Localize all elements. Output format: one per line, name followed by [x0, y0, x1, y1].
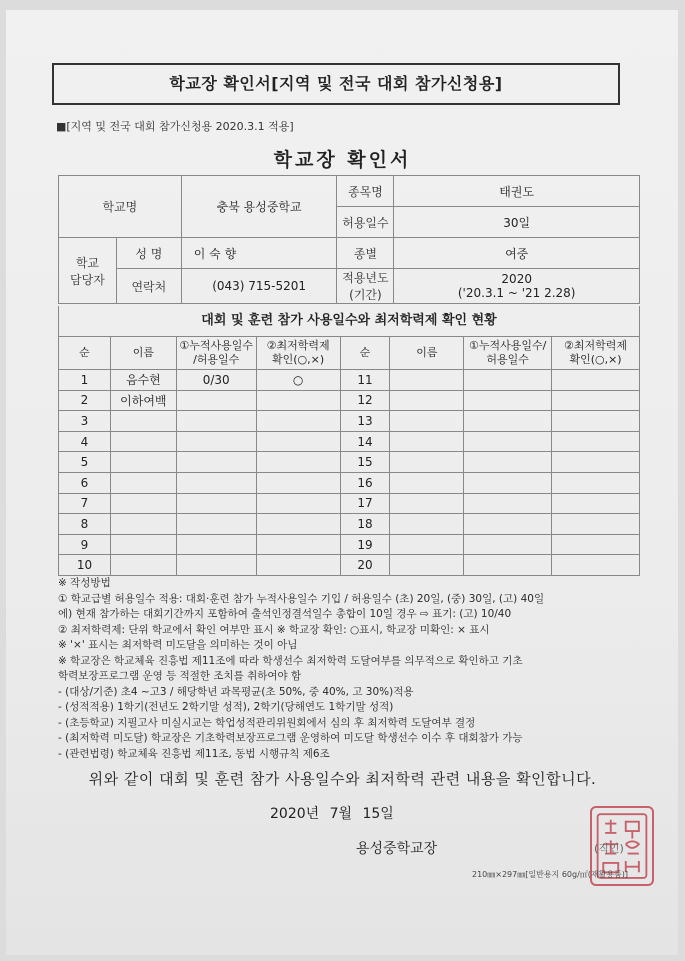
row-days-right: [464, 555, 552, 576]
manager-label-line2: 담당자: [70, 272, 105, 287]
row-check-right: [552, 555, 640, 576]
table-row: [59, 493, 640, 514]
table-row: [59, 431, 640, 452]
row-days-right: [464, 431, 552, 452]
row-name: [110, 534, 176, 555]
row-check: [256, 534, 340, 555]
row-name: [110, 431, 176, 452]
sport-value: 태권도: [394, 176, 640, 207]
document-header-title: 학교장 확인서[지역 및 전국 대회 참가신청용]: [52, 63, 620, 105]
col-days: [176, 337, 256, 370]
row-no-right: 18: [340, 514, 390, 535]
row-no: 5: [59, 452, 111, 473]
row-no: 3: [59, 411, 111, 432]
school-value: 충북 용성중학교: [181, 176, 337, 238]
seal-mark: (직인): [594, 842, 624, 855]
row-no: 9: [59, 534, 111, 555]
row-check: [256, 431, 340, 452]
issue-date: 2020년 7월 15일: [270, 806, 394, 822]
row-days: [176, 472, 256, 493]
allowed-days-value: 30일: [394, 207, 640, 238]
table-row: [59, 411, 640, 432]
period-value: ('20.3.1 ~ '21 2.28): [457, 286, 576, 300]
row-name-right: [390, 390, 464, 411]
row-name-right: [390, 534, 464, 555]
row-name-right: [390, 431, 464, 452]
note-line: - (대상/기준) 초4 ~고3 / 해당학년 과목평균(초 50%, 중 40%, 고 30%)적용: [58, 685, 414, 698]
note-line: ※ '×' 표시는 최저학력 미도달을 의미하는 것이 아님: [58, 639, 298, 651]
table-row: [59, 370, 640, 391]
col-check: [256, 337, 340, 370]
row-no-right: 11: [340, 370, 390, 391]
row-no-right: 16: [340, 472, 390, 493]
row-days: [176, 431, 256, 452]
col-check-right-line2: 확인(○,×): [569, 353, 622, 366]
table-row: [59, 514, 640, 535]
col-days-right-line2: 허용일수: [486, 353, 529, 366]
row-check: ○: [256, 370, 340, 391]
instructions: [58, 576, 648, 762]
row-name: [110, 555, 176, 576]
manager-label: [59, 238, 117, 304]
form-standard-note: ■[지역 및 전국 대회 참가신청용 2020.3.1 적용]: [56, 120, 294, 133]
year-value: 2020: [501, 272, 532, 286]
sport-label: 종목명: [337, 176, 394, 207]
row-check-right: [552, 534, 640, 555]
year-label-line2: (기간): [349, 288, 382, 302]
col-name: 이름: [110, 337, 176, 370]
row-no-right: 15: [340, 452, 390, 473]
row-check-right: [552, 514, 640, 535]
row-name-right: [390, 370, 464, 391]
col-name-right: 이름: [390, 337, 464, 370]
row-days-right: [464, 411, 552, 432]
row-check-right: [552, 452, 640, 473]
note-line: ※ 학교장은 학교체육 진흥법 제11조에 따라 학생선수 최저학력 도달여부를 의무적으로 확인하고 기초: [58, 654, 523, 667]
row-days-right: [464, 493, 552, 514]
row-check: [256, 493, 340, 514]
note-line: - (관련법령) 학교체육 진흥법 제11조, 동법 시행규칙 제6조: [58, 747, 330, 760]
row-no-right: 13: [340, 411, 390, 432]
table-row: [59, 534, 640, 555]
row-days-right: [464, 390, 552, 411]
row-no: 1: [59, 370, 111, 391]
note-line: - (초등학교) 지필고사 미실시교는 학업성적관리위원회에서 심의 후 최저학력 도달여부 결정: [58, 716, 476, 729]
name-label: 성 명: [116, 238, 181, 269]
row-check: [256, 390, 340, 411]
row-name: [110, 493, 176, 514]
row-days: [176, 493, 256, 514]
row-check-right: [552, 390, 640, 411]
row-name: [110, 452, 176, 473]
col-no: 순: [59, 337, 111, 370]
confirmation-statement: 위와 같이 대회 및 훈련 참가 사용일수와 최저학력 관련 내용을 확인합니다.: [88, 770, 597, 788]
year-label: [337, 269, 394, 304]
row-no-right: 17: [340, 493, 390, 514]
row-no-right: 19: [340, 534, 390, 555]
note-line: - (최저학력 미도달) 학교장은 기초학력보장프로그램 운영하여 미도달 학생선수 이수 후 대회참가 가능: [58, 732, 523, 744]
row-no: 2: [59, 390, 111, 411]
contact-value: (043) 715-5201: [181, 269, 337, 304]
note-line: 학력보장프로그램 운영 등 적절한 조치를 취하여야 함: [58, 670, 302, 682]
main-title: 학교장 확인서: [273, 149, 412, 171]
row-days-right: [464, 452, 552, 473]
row-check-right: [552, 411, 640, 432]
table-row: [59, 472, 640, 493]
row-name: [110, 411, 176, 432]
table-row: [59, 390, 640, 411]
row-days-right: [464, 514, 552, 535]
row-check: [256, 411, 340, 432]
row-name: 음수현: [110, 370, 176, 391]
col-check-right: [552, 337, 640, 370]
row-check-right: [552, 493, 640, 514]
row-no-right: 12: [340, 390, 390, 411]
row-name: 이하여백: [110, 390, 176, 411]
manager-label-line1: 학교: [75, 255, 100, 270]
row-days-right: [464, 534, 552, 555]
roster-table: [58, 336, 640, 576]
col-check-line1: ②최저학력제: [266, 339, 330, 352]
table-row: [59, 452, 640, 473]
note-line: ① 학교급별 허용일수 적용: 대회·훈련 참가 누적사용일수 기입 / 허용일수 (초) 20일, (중) 30일, (고) 40일: [58, 592, 545, 605]
note-line: 에) 현재 참가하는 대회기간까지 포함하여 출석인정결석일수 총합이 10일 경우 ⇨ 표기: (고) 10/40: [58, 608, 512, 620]
col-days-right-line1: ①누적사용일수/: [469, 339, 547, 352]
row-check: [256, 452, 340, 473]
col-days-line2: /허용일수: [193, 353, 240, 366]
paper-spec: 210㎜×297㎜[일반용지 60g/㎡(재활용품)]: [472, 870, 629, 879]
year-value-cell: [394, 269, 640, 304]
note-line: - (성적적용) 1학기(전년도 2학기말 성적), 2학기(당해연도 1학기말 성적): [58, 701, 394, 713]
row-check-right: [552, 370, 640, 391]
row-days: [176, 411, 256, 432]
col-check-line2: 확인(○,×): [272, 353, 325, 366]
row-check: [256, 555, 340, 576]
year-label-line1: 적용년도: [342, 271, 389, 285]
col-no-right: 순: [340, 337, 390, 370]
contact-label: 연락처: [116, 269, 181, 304]
row-days: [176, 534, 256, 555]
row-check: [256, 472, 340, 493]
row-name-right: [390, 555, 464, 576]
row-no: 6: [59, 472, 111, 493]
row-no-right: 14: [340, 431, 390, 452]
row-no: 8: [59, 514, 111, 535]
col-days-right: [464, 337, 552, 370]
row-name-right: [390, 514, 464, 535]
note-line: ② 최저학력제: 단위 학교에서 확인 여부만 표시 ※ 학교장 확인: ○표시, 학교장 미확인: × 표시: [58, 623, 490, 636]
row-days-right: [464, 472, 552, 493]
row-name-right: [390, 472, 464, 493]
allowed-days-label: 허용일수: [337, 207, 394, 238]
row-days: 0/30: [176, 370, 256, 391]
row-no: 10: [59, 555, 111, 576]
info-table: [58, 175, 640, 304]
row-check: [256, 514, 340, 535]
row-no: 7: [59, 493, 111, 514]
row-no-right: 20: [340, 555, 390, 576]
row-days: [176, 555, 256, 576]
col-days-line1: ①누적사용일수: [179, 339, 254, 352]
category-value: 여중: [394, 238, 640, 269]
category-label: 종별: [337, 238, 394, 269]
row-name-right: [390, 411, 464, 432]
row-days: [176, 452, 256, 473]
row-days: [176, 390, 256, 411]
school-label: 학교명: [59, 176, 182, 238]
row-name: [110, 472, 176, 493]
table-row: [59, 555, 640, 576]
row-name: [110, 514, 176, 535]
row-no: 4: [59, 431, 111, 452]
row-name-right: [390, 452, 464, 473]
col-check-right-line1: ②최저학력제: [564, 339, 628, 352]
section-title: 대회 및 훈련 참가 사용일수와 최저학력제 확인 현황: [58, 306, 640, 336]
row-days: [176, 514, 256, 535]
name-value: 이 숙 향: [181, 238, 337, 269]
row-days-right: [464, 370, 552, 391]
row-check-right: [552, 472, 640, 493]
row-name-right: [390, 493, 464, 514]
signer-title: 용성중학교장: [356, 841, 438, 857]
row-check-right: [552, 431, 640, 452]
note-line: ※ 작성방법: [58, 577, 111, 589]
